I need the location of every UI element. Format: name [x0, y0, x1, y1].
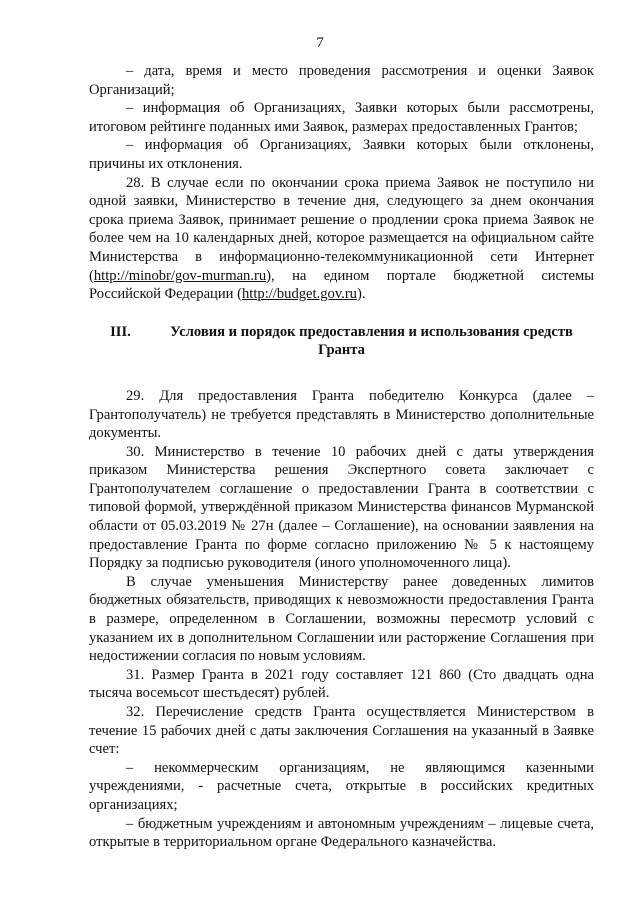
item-28-text-middle: ), на едином портале бюджетной системы Российской Федерации ( [89, 267, 594, 303]
link-budget-portal[interactable]: http://budget.gov.ru [242, 286, 357, 303]
paragraph-date-time-place: – дата, время и место проведения рассмотрения и оценки Заявок Организаций; [89, 63, 594, 98]
paragraph-item-32-nonprofit: – некоммерческим организациям, не являющимся казенными учреждениями, - расчетные счета, открытые в российских кредитных организациях; [89, 759, 594, 813]
page-number: 7 [316, 35, 324, 51]
paragraph-reviewed-organizations: – информация об Организациях, Заявки которых были рассмотрены, итоговом рейтинге поданных ими Заявок, размерах предоставленных Грантов; [89, 100, 594, 135]
paragraph-item-29: 29. Для предоставления Гранта победителю Конкурса (далее – Грантополучатель) не требуется представлять в Министерство дополнительные документы. [89, 387, 594, 442]
paragraph-item-30: 30. Министерство в течение 10 рабочих дней с даты утверждения приказом Министерства решения Экспертного совета заключает с Грантополучателем соглашение о предоставлении Гранта в соответствии с типовой формой, утверждённой приказом Министерства финансов Мурманской области от 05.03.2019 № 27н (далее – Соглашение), на основании заявления на предоставление Гранта по форме согласно приложению № 5 к настоящему Порядку за подписью руководителя (иного уполномоченного лица). [89, 443, 594, 572]
document-body [89, 62, 594, 852]
paragraph-item-32-budgetary: – бюджетным учреждениям и автономным учреждениям – лицевые счета, открытые в территориальном органе Федерального казначейства. [89, 815, 594, 851]
paragraph-rejected-organizations: – информация об Организациях, Заявки которых были отклонены, причины их отклонения. [89, 137, 594, 172]
item-28-text-end: ). [356, 286, 366, 303]
paragraph-item-30-limits: В случае уменьшения Министерству ранее доведенных лимитов бюджетных обязательств, приводящих к невозможности предоставления Гранта в размере, определенном в Соглашении, возможны пересмотр условий с указанием их в дополнительном Соглашении или расторжение Соглашения при недостижении согласия по новым условиям. [89, 573, 594, 665]
section-title: Условия и порядок предоставления и использования средств Гранта [170, 323, 573, 359]
paragraph-item-28 [89, 174, 594, 304]
paragraph-item-31: 31. Размер Гранта в 2021 году составляет 121 860 (Сто двадцать одна тысяча восемьсот шестьдесят) рублей. [89, 666, 594, 702]
link-minobr[interactable]: http://minobr/gov-murman.ru [93, 267, 267, 284]
section-heading [89, 323, 594, 360]
item-28-text-start: 28. В случае если по окончании срока приема Заявок не поступило ни одной заявки, Министерство в течение дня, следующего за днем окончания срока приема Заявок, принимает решение о продлении срока приема Заявок не более чем на 10 календарных дней, которое размещается на официальном сайте Министерства в информационно-телекоммуникационной сети Интернет ( [89, 174, 594, 284]
section-number: III. [110, 323, 131, 340]
paragraph-item-32: 32. Перечисление средств Гранта осуществляется Министерством в течение 15 рабочих дней с даты заключения Соглашения на указанный в Заявке счет: [89, 704, 594, 758]
